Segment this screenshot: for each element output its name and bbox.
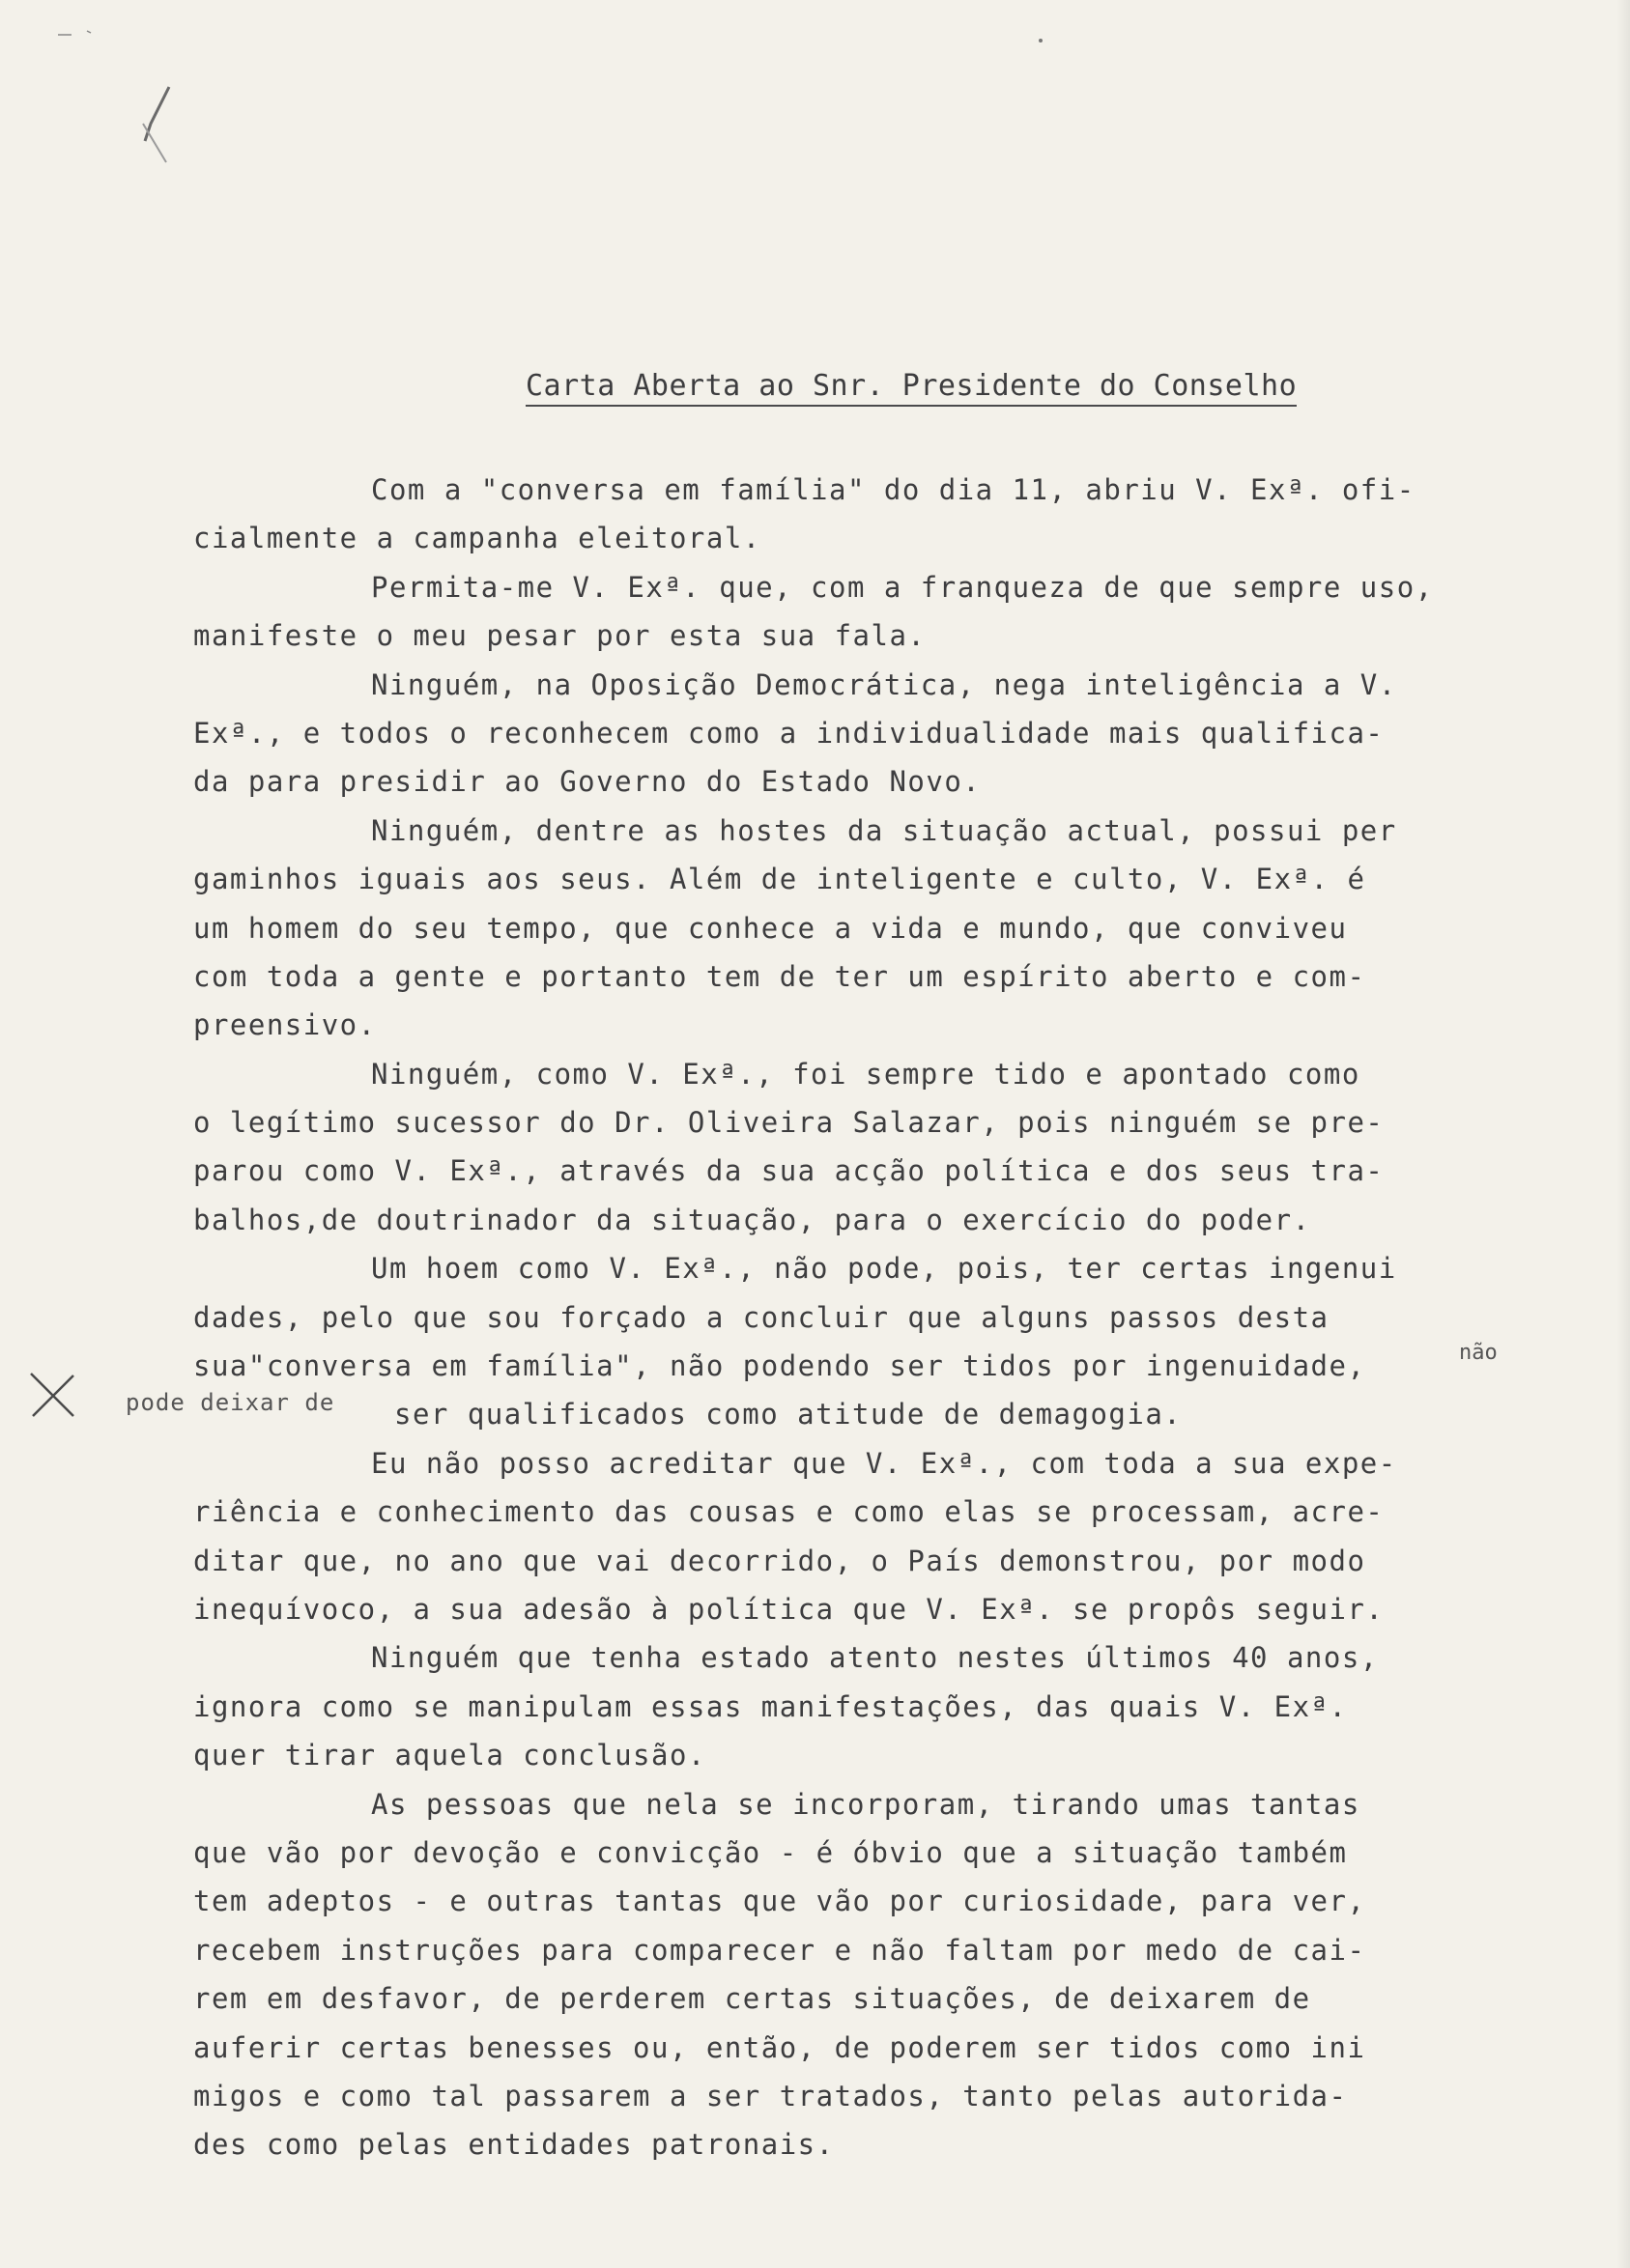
text-line: riência e conhecimento das cousas e como elas se processam, acre- xyxy=(193,1495,1385,1529)
text-line: Eu não posso acreditar que V. Exª., com toda a sua expe- xyxy=(371,1446,1397,1480)
text-line: com toda a gente e portanto tem de ter um espírito aberto e com- xyxy=(193,959,1366,993)
text-line: manifeste o meu pesar por esta sua fala. xyxy=(193,619,927,653)
text-line: cialmente a campanha eleitoral. xyxy=(193,522,761,555)
text-line: ditar que, no ano que vai decorrido, o País demonstrou, por modo xyxy=(193,1544,1366,1577)
text-line: tem adeptos - e outras tantas que vão por curiosidade, para ver, xyxy=(193,1885,1366,1918)
text-line: migos e como tal passarem a ser tratados, tanto pelas autorida- xyxy=(193,2079,1348,2112)
text-line: quer tirar aquela conclusão. xyxy=(193,1739,706,1772)
text-line: rem em desfavor, de perderem certas situações, de deixarem de xyxy=(193,1982,1311,2016)
text-line: que vão por devoção e convicção - é óbvio que a situação também xyxy=(193,1835,1348,1869)
text-line: dades, pelo que sou forçado a concluir que alguns passos desta xyxy=(193,1300,1330,1334)
letter-title: Carta Aberta ao Snr. Presidente do Conselho xyxy=(526,369,1297,407)
text-line: gaminhos iguais aos seus. Além de inteligente e culto, V. Exª. é xyxy=(193,863,1366,896)
text-line: Um hoem como V. Exª., não pode, pois, ter certas ingenui xyxy=(371,1252,1397,1286)
text-line: parou como V. Exª., através da sua acção política e dos seus tra- xyxy=(193,1154,1385,1188)
text-line: Com a "conversa em família" do dia 11, abriu V. Exª. ofi- xyxy=(371,473,1416,506)
text-line: ser qualificados como atitude de demagogia. xyxy=(394,1398,1183,1432)
text-line: um homem do seu tempo, que conhece a vida e mundo, que conviveu xyxy=(193,911,1348,945)
handwritten-insertion-left: pode deixar de xyxy=(126,1389,335,1416)
text-line: inequívoco, a sua adesão à política que V. Exª. se propôs seguir. xyxy=(193,1592,1385,1626)
letter-body xyxy=(193,466,1488,2169)
text-line: Ninguém, dentre as hostes da situação actual, possui per xyxy=(371,813,1397,847)
pencil-tick-mark xyxy=(58,27,184,172)
text-line: sua"conversa em família", não podendo ser tidos por ingenuidade, xyxy=(193,1349,1366,1383)
text-line: Exª., e todos o reconhecem como a individualidade mais qualifica- xyxy=(193,716,1385,750)
text-line: Permita-me V. Exª. que, com a franqueza de que sempre uso, xyxy=(371,570,1434,604)
x-margin-mark xyxy=(29,1372,75,1418)
paper-speck xyxy=(1039,39,1043,43)
text-line: preensivo. xyxy=(193,1008,377,1042)
text-line: ignora como se manipulam essas manifestações, das quais V. Exª. xyxy=(193,1689,1348,1723)
text-line: des como pelas entidades patronais. xyxy=(193,2128,835,2162)
text-line: Ninguém, como V. Exª., foi sempre tido e apontado como xyxy=(371,1057,1360,1091)
text-line: recebem instruções para comparecer e não faltam por medo de cai- xyxy=(193,1933,1366,1967)
text-line: Ninguém que tenha estado atento nestes últimos 40 anos, xyxy=(371,1641,1379,1675)
text-line: o legítimo sucessor do Dr. Oliveira Salazar, pois ninguém se pre- xyxy=(193,1106,1385,1140)
text-line: da para presidir ao Governo do Estado Novo. xyxy=(193,765,982,799)
page-edge-shadow xyxy=(1616,0,1630,2268)
text-line: As pessoas que nela se incorporam, tirando umas tantas xyxy=(371,1787,1360,1821)
text-line: Ninguém, na Oposição Democrática, nega inteligência a V. xyxy=(371,667,1397,701)
text-line: auferir certas benesses ou, então, de poderem ser tidos como ini xyxy=(193,2030,1366,2064)
text-line: balhos,de doutrinador da situação, para o exercício do poder. xyxy=(193,1203,1311,1236)
handwritten-insertion-right: não xyxy=(1459,1341,1498,1365)
